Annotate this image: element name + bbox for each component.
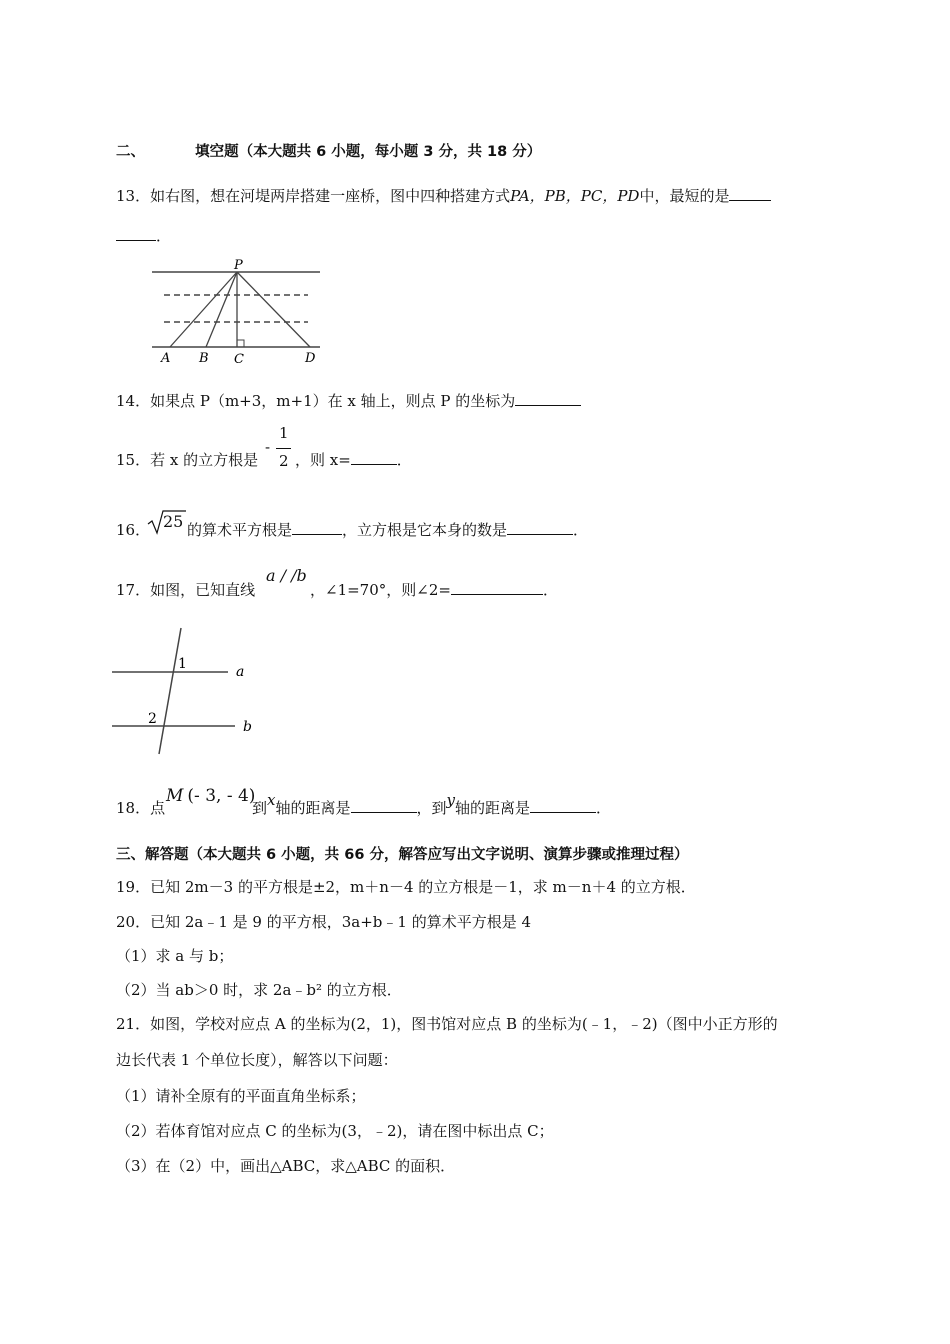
answer-blank[interactable] [451, 580, 543, 595]
question-text: ，到 [416, 799, 447, 817]
question-number: 13． [116, 187, 151, 205]
parallel-expression: a / /b [266, 566, 307, 585]
point-m-coordinates [166, 786, 255, 806]
question-text: 轴的距离是 [455, 799, 531, 817]
section-2-number: 二、 [116, 144, 145, 160]
question-text: 到 [252, 799, 268, 817]
label-p: P [234, 258, 243, 273]
question-number: 15． [116, 451, 151, 469]
question-options: PA，PB，PC，PD [510, 187, 640, 205]
question-16-rest [187, 520, 588, 540]
y-axis-symbol: y [446, 791, 455, 809]
parallel-lines-figure [110, 624, 260, 758]
question-end: ． [542, 581, 558, 599]
question-19 [116, 877, 696, 897]
question-number: 18． [116, 799, 151, 817]
label-b: B [199, 351, 209, 366]
label-a: A [161, 351, 171, 366]
question-text: 如右图，想在河堤两岸搭建一座桥，图中四种搭建方式 [150, 187, 511, 205]
river-bridge-figure [150, 256, 325, 368]
minus-sign: - [265, 438, 271, 456]
question-text: 轴的距离是 [275, 799, 351, 817]
question-text: ，∠1=70°，则∠2= [310, 581, 451, 599]
question-end: ． [596, 799, 612, 817]
line-b-label: b [243, 719, 252, 735]
question-17-rest [310, 580, 558, 600]
numerator: 1 [279, 424, 289, 442]
x-axis-symbol: x [267, 791, 276, 809]
answer-blank[interactable] [530, 798, 596, 813]
answer-blank[interactable] [351, 450, 397, 465]
question-14 [116, 391, 581, 411]
question-13-continuation [116, 226, 171, 246]
question-text: 如图，已知直线 [150, 581, 256, 599]
question-18-rest [252, 791, 612, 818]
question-15-rest [295, 450, 412, 470]
sqrt-value: 25 [163, 512, 184, 531]
section-3-heading: 三、解答题（本大题共 6 小题，共 66 分，解答应写出文字说明、演算步骤或推理过程） [116, 847, 689, 863]
answer-blank[interactable] [507, 520, 573, 535]
answer-blank[interactable] [116, 226, 156, 241]
answer-blank[interactable] [292, 520, 342, 535]
question-number: 14． [116, 392, 151, 410]
question-21-part-3: （3）在（2）中，画出△ABC，求△ABC 的面积． [116, 1157, 456, 1175]
question-end: ． [573, 521, 589, 539]
question-21-part-2: （2）若体育馆对应点 C 的坐标为(3，﹣2)，请在图中标出点 C； [116, 1122, 554, 1140]
question-21-part-1: （1）请补全原有的平面直角坐标系； [116, 1087, 366, 1105]
question-text: 中，最短的是 [639, 187, 730, 205]
section-2-title: 填空题（本大题共 6 小题，每小题 3 分，共 18 分） [195, 144, 542, 160]
question-number: 20． [116, 913, 151, 931]
segment-pb [206, 272, 237, 347]
question-20-part-2: （2）当 ab＞0 时，求 2a﹣b² 的立方根． [116, 981, 402, 999]
label-d: D [305, 351, 316, 366]
question-end: ． [396, 451, 412, 469]
question-21-continuation: 边长代表 1 个单位长度），解答以下问题： [116, 1051, 398, 1069]
question-text: ，则 x= [295, 451, 351, 469]
question-text: 已知 2m－3 的平方根是±2，m＋n－4 的立方根是－1，求 m－n＋4 的立方根． [150, 878, 696, 896]
question-number: 19． [116, 878, 151, 896]
question-21 [116, 1014, 778, 1034]
question-18 [116, 798, 165, 818]
question-15 [116, 450, 258, 470]
question-number: 16． [116, 521, 151, 539]
right-angle-mark [237, 340, 244, 347]
angle-1-label: 1 [178, 656, 187, 672]
section-2-heading [116, 142, 541, 162]
denominator: 2 [279, 452, 289, 470]
segment-pa [170, 272, 237, 347]
question-text: 如果点 P（m+3，m+1）在 x 轴上，则点 P 的坐标为 [150, 392, 516, 410]
question-text: ，立方根是它本身的数是 [342, 521, 508, 539]
transversal [159, 628, 181, 754]
question-number: 21． [116, 1015, 151, 1033]
question-text: 已知 2a﹣1 是 9 的平方根，3a+b﹣1 的算术平方根是 4 [150, 913, 532, 931]
point-coords: (- 3, - 4) [187, 786, 256, 806]
question-text: 点 [150, 799, 166, 817]
question-13 [116, 186, 771, 206]
answer-blank[interactable] [515, 391, 581, 406]
line-a-label: a [236, 664, 245, 680]
question-number: 17． [116, 581, 151, 599]
question-16 [116, 520, 150, 540]
question-end: ． [156, 227, 172, 245]
question-text: 若 x 的立方根是 [150, 451, 259, 469]
question-text: 的算术平方根是 [187, 521, 293, 539]
point-label: M [166, 786, 184, 806]
question-20-part-1: （1）求 a 与 b； [116, 947, 234, 965]
angle-2-label: 2 [148, 711, 157, 727]
answer-blank[interactable] [351, 798, 417, 813]
question-20 [116, 912, 531, 932]
question-text: 如图，学校对应点 A 的坐标为(2，1)，图书馆对应点 B 的坐标为(﹣1，﹣2)（图中小正方形的 [150, 1015, 778, 1033]
answer-blank[interactable] [729, 186, 771, 201]
question-17 [116, 580, 255, 600]
label-c: C [234, 352, 244, 367]
segment-pd [237, 272, 310, 347]
fraction-bar [276, 448, 291, 449]
